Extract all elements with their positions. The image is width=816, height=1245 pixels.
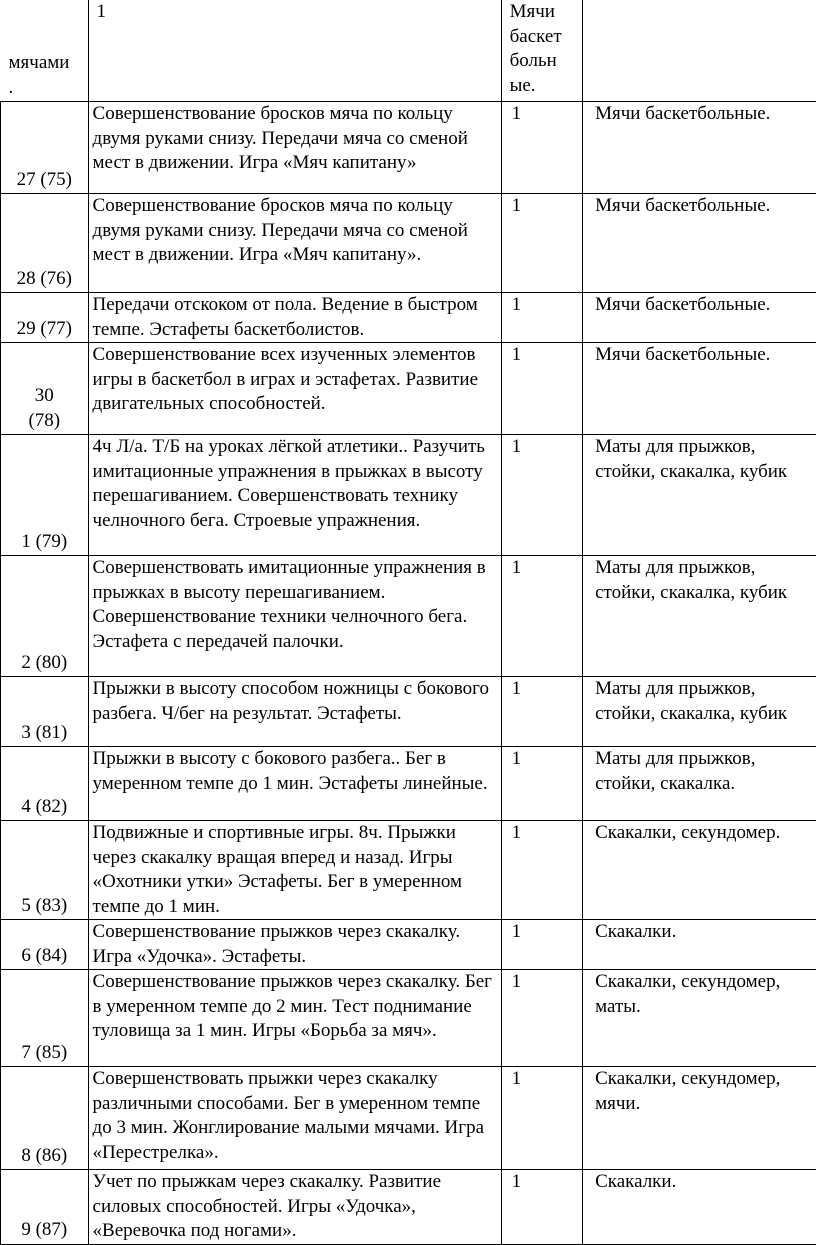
- hours-text: 1: [512, 294, 522, 315]
- lesson-number-text: 4 (82): [21, 796, 67, 817]
- equipment-cell: [583, 821, 816, 920]
- equipment-text: Мячи баскетбольные.: [595, 195, 770, 216]
- hours-text: 1: [512, 678, 522, 699]
- hours-cell: [501, 677, 583, 747]
- hours-cell: [501, 194, 583, 293]
- lesson-number-text: 28 (76): [17, 268, 72, 289]
- equipment-cell: [583, 1067, 816, 1170]
- lesson-number-cell: [1, 435, 89, 556]
- lesson-topic-text: Совершенствование прыжков через скакалку. Игра «Удочка». Эстафеты.: [93, 921, 461, 967]
- header-cell-quantity: [501, 0, 583, 102]
- lesson-topic-cell: [88, 747, 501, 821]
- hours-cell: [501, 435, 583, 556]
- hours-cell: [501, 747, 583, 821]
- lesson-number-text: 1 (79): [21, 531, 67, 552]
- lesson-topic-text: Совершенствование всех изученных элементов игры в баскетбол в играх и эстафетах. Развитие двигательных способностей.: [93, 344, 478, 414]
- lesson-number-cell: [1, 747, 89, 821]
- equipment-text: Маты для прыжков, стойки, скакалка.: [595, 748, 755, 794]
- table-row: [1, 343, 816, 435]
- lesson-topic-cell: [88, 677, 501, 747]
- lesson-topic-text: Передачи отскоком от пола. Ведение в быстром темпе. Эстафеты баскетболистов.: [93, 294, 478, 340]
- equipment-text: Скакалки, секундомер, мячи.: [595, 1068, 780, 1114]
- hours-cell: [501, 293, 583, 343]
- header-row: [1, 0, 816, 102]
- header-cell-topic: [88, 0, 501, 102]
- lesson-topic-cell: [88, 343, 501, 435]
- lesson-topic-cell: [88, 102, 501, 194]
- hours-cell: [501, 102, 583, 194]
- table-row: [1, 920, 816, 970]
- lesson-number-cell: [1, 556, 89, 677]
- lesson-topic-cell: [88, 293, 501, 343]
- lesson-number-text: 9 (87): [21, 1219, 67, 1240]
- table-row: [1, 102, 816, 194]
- equipment-cell: [583, 1170, 816, 1245]
- lesson-topic-text: 4ч Л/а. Т/Б на уроках лёгкой атлетики.. Разучить имитационные упражнения в прыжках в высоту перешагиванием. Совершенствовать технику челночного бега. Строевые упражнения.: [93, 436, 485, 531]
- lesson-topic-text: Совершенствование бросков мяча по кольцу двумя руками снизу. Передачи мяча со сменой мест в движении. Игра «Мяч капитану»: [93, 103, 468, 173]
- hours-text: 1: [512, 436, 522, 457]
- lesson-topic-text: Прыжки в высоту способом ножницы с бокового разбега. Ч/бег на результат. Эстафеты.: [93, 678, 489, 724]
- table-row: [1, 556, 816, 677]
- header-topic-text: 1: [97, 1, 107, 22]
- lesson-topic-cell: [88, 920, 501, 970]
- hours-cell: [501, 343, 583, 435]
- hours-text: 1: [512, 748, 522, 769]
- hours-text: 1: [512, 971, 522, 992]
- equipment-cell: [583, 102, 816, 194]
- lesson-topic-cell: [88, 970, 501, 1067]
- table-row: [1, 435, 816, 556]
- equipment-text: Маты для прыжков, стойки, скакалка, кубик: [595, 436, 787, 482]
- lesson-number-cell: [1, 343, 89, 435]
- header-number-text: мячами .: [9, 52, 70, 98]
- lesson-number-cell: [1, 1067, 89, 1170]
- equipment-cell: [583, 920, 816, 970]
- equipment-cell: [583, 970, 816, 1067]
- lesson-number-cell: [1, 1170, 89, 1245]
- equipment-text: Мячи баскетбольные.: [595, 344, 770, 365]
- lesson-number-text: 27 (75): [17, 169, 72, 190]
- table-row: [1, 1067, 816, 1170]
- equipment-cell: [583, 747, 816, 821]
- equipment-cell: [583, 343, 816, 435]
- equipment-text: Скакалки.: [595, 1171, 676, 1192]
- equipment-cell: [583, 677, 816, 747]
- equipment-text: Скакалки.: [595, 921, 676, 942]
- hours-text: 1: [512, 195, 522, 216]
- lesson-topic-text: Учет по прыжкам через скакалку. Развитие силовых способностей. Игры «Удочка», «Веревочка под ногами».: [93, 1171, 441, 1241]
- lesson-topic-cell: [88, 1067, 501, 1170]
- lesson-number-cell: [1, 293, 89, 343]
- table-row: [1, 677, 816, 747]
- hours-cell: [501, 1067, 583, 1170]
- lesson-number-text: 29 (77): [17, 318, 72, 339]
- equipment-text: Маты для прыжков, стойки, скакалка, кубик: [595, 678, 787, 724]
- table-row: [1, 194, 816, 293]
- hours-cell: [501, 970, 583, 1067]
- table-row: [1, 1170, 816, 1245]
- lesson-topic-text: Совершенствовать прыжки через скакалку различными способами. Бег в умеренном темпе до 3 мин. Жонглирование малыми мячами. Игра «Перестрелка».: [93, 1068, 484, 1163]
- hours-cell: [501, 1170, 583, 1245]
- hours-text: 1: [512, 344, 522, 365]
- equipment-text: Мячи баскетбольные.: [595, 294, 770, 315]
- lesson-topic-text: Совершенствование прыжков через скакалку. Бег в умеренном темпе до 2 мин. Тест поднимание туловища за 1 мин. Игры «Борьба за мяч».: [93, 971, 492, 1041]
- equipment-text: Мячи баскетбольные.: [595, 103, 770, 124]
- lesson-number-text: 2 (80): [21, 652, 67, 673]
- hours-text: 1: [512, 557, 522, 578]
- table-row: [1, 970, 816, 1067]
- table-row: [1, 747, 816, 821]
- equipment-cell: [583, 556, 816, 677]
- header-cell-number: [1, 0, 89, 102]
- hours-cell: [501, 556, 583, 677]
- lesson-topic-text: Подвижные и спортивные игры. 8ч. Прыжки через скакалку вращая вперед и назад. Игры «Охотники утки» Эстафеты. Бег в умеренном темпе до 1 мин.: [93, 822, 463, 917]
- header-quantity-text: Мячи баскет больн ые.: [510, 1, 562, 96]
- lesson-topic-text: Прыжки в высоту с бокового разбега.. Бег в умеренном темпе до 1 мин. Эстафеты линейные.: [93, 748, 488, 794]
- hours-text: 1: [512, 1068, 522, 1089]
- lesson-topic-cell: [88, 1170, 501, 1245]
- equipment-cell: [583, 194, 816, 293]
- lesson-topic-cell: [88, 821, 501, 920]
- lesson-number-text: 6 (84): [21, 945, 67, 966]
- equipment-text: Скакалки, секундомер, маты.: [595, 971, 780, 1017]
- equipment-cell: [583, 435, 816, 556]
- lesson-topic-text: Совершенствовать имитационные упражнения в прыжках в высоту перешагиванием. Совершенствование техники челночного бега. Эстафета с передачей палочки.: [93, 557, 486, 652]
- hours-cell: [501, 821, 583, 920]
- hours-text: 1: [512, 822, 522, 843]
- lesson-number-text: 30 (78): [28, 385, 60, 431]
- table-row: [1, 293, 816, 343]
- lesson-number-cell: [1, 194, 89, 293]
- lesson-number-text: 8 (86): [21, 1145, 67, 1166]
- hours-text: 1: [512, 103, 522, 124]
- equipment-text: Скакалки, секундомер.: [595, 822, 780, 843]
- table-row: [1, 821, 816, 920]
- lesson-number-text: 7 (85): [21, 1042, 67, 1063]
- lesson-number-cell: [1, 970, 89, 1067]
- hours-text: 1: [512, 1171, 522, 1192]
- lesson-topic-text: Совершенствование бросков мяча по кольцу двумя руками снизу. Передачи мяча со сменой мест в движении. Игра «Мяч капитану».: [93, 195, 468, 265]
- lesson-number-text: 5 (83): [21, 895, 67, 916]
- lesson-number-cell: [1, 677, 89, 747]
- lesson-number-cell: [1, 920, 89, 970]
- lesson-topic-cell: [88, 194, 501, 293]
- lesson-number-cell: [1, 102, 89, 194]
- lesson-topic-cell: [88, 435, 501, 556]
- hours-text: 1: [512, 921, 522, 942]
- header-cell-empty: [583, 0, 816, 102]
- lesson-number-text: 3 (81): [21, 722, 67, 743]
- hours-cell: [501, 920, 583, 970]
- lesson-topic-cell: [88, 556, 501, 677]
- equipment-cell: [583, 293, 816, 343]
- lesson-number-cell: [1, 821, 89, 920]
- equipment-text: Маты для прыжков, стойки, скакалка, кубик: [595, 557, 787, 603]
